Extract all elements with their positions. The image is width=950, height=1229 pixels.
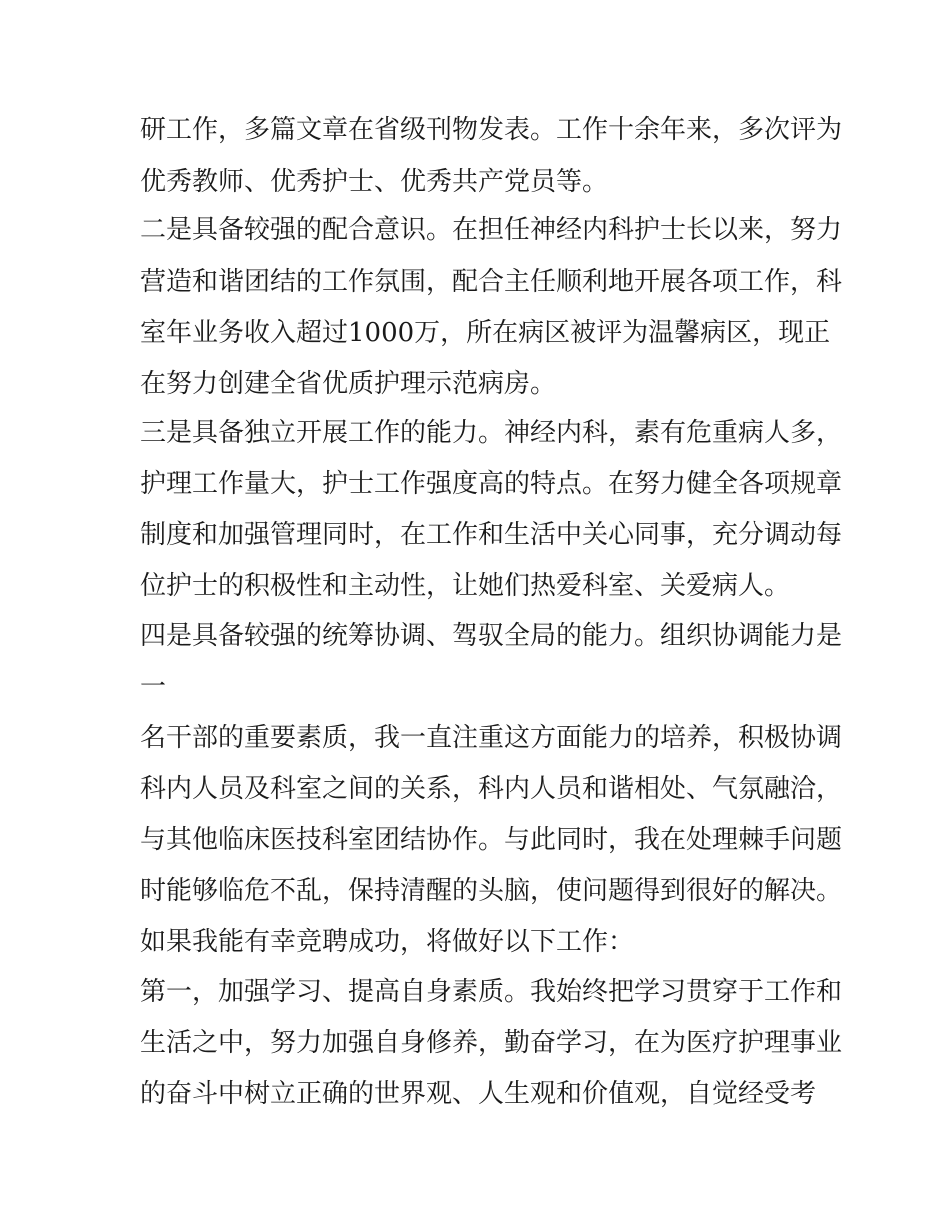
text-line: 室年业务收入超过1000万，所在病区被评为温馨病区，现正	[140, 318, 831, 348]
text-line: 二是具备较强的配合意识。在担任神经内科护士长以来，努力	[140, 215, 843, 245]
text-line: 第一，加强学习、提高自身素质。我始终把学习贯穿于工作和	[140, 977, 843, 1007]
text-line: 科内人员及科室之间的关系，科内人员和谐相处、气氛融洽，	[140, 774, 843, 804]
text-line: 如果我能有幸竞聘成功，将做好以下工作：	[140, 927, 635, 957]
text-line: 四是具备较强的统筹协调、驾驭全局的能力。组织协调能力是	[140, 621, 843, 651]
text-line: 的奋斗中树立正确的世界观、人生观和价值观，自觉经受考	[140, 1079, 817, 1109]
text-line: 在努力创建全省优质护理示范病房。	[140, 369, 557, 399]
text-line: 优秀教师、优秀护士、优秀共产党员等。	[140, 167, 609, 197]
text-line: 研工作，多篇文章在省级刊物发表。工作十余年来，多次评为	[140, 115, 843, 145]
text-line: 制度和加强管理同时，在工作和生活中关心同事，充分调动每	[140, 520, 843, 550]
text-line: 三是具备独立开展工作的能力。神经内科，素有危重病人多，	[140, 418, 843, 448]
text-line: 一	[140, 672, 167, 702]
text-line: 与其他临床医技科室团结协作。与此同时，我在处理棘手问题	[140, 825, 843, 855]
text-line: 位护士的积极性和主动性，让她们热爱科室、关爱病人。	[140, 571, 791, 601]
text-line: 生活之中，努力加强自身修养，勤奋学习，在为医疗护理事业	[140, 1028, 843, 1058]
text-line: 时能够临危不乱，保持清醒的头脑，使问题得到很好的解决。	[140, 876, 843, 906]
text-line: 名干部的重要素质，我一直注重这方面能力的培养，积极协调	[140, 723, 843, 753]
text-line: 营造和谐团结的工作氛围，配合主任顺利地开展各项工作，科	[140, 267, 843, 297]
text-line: 护理工作量大，护士工作强度高的特点。在努力健全各项规章	[140, 469, 843, 499]
